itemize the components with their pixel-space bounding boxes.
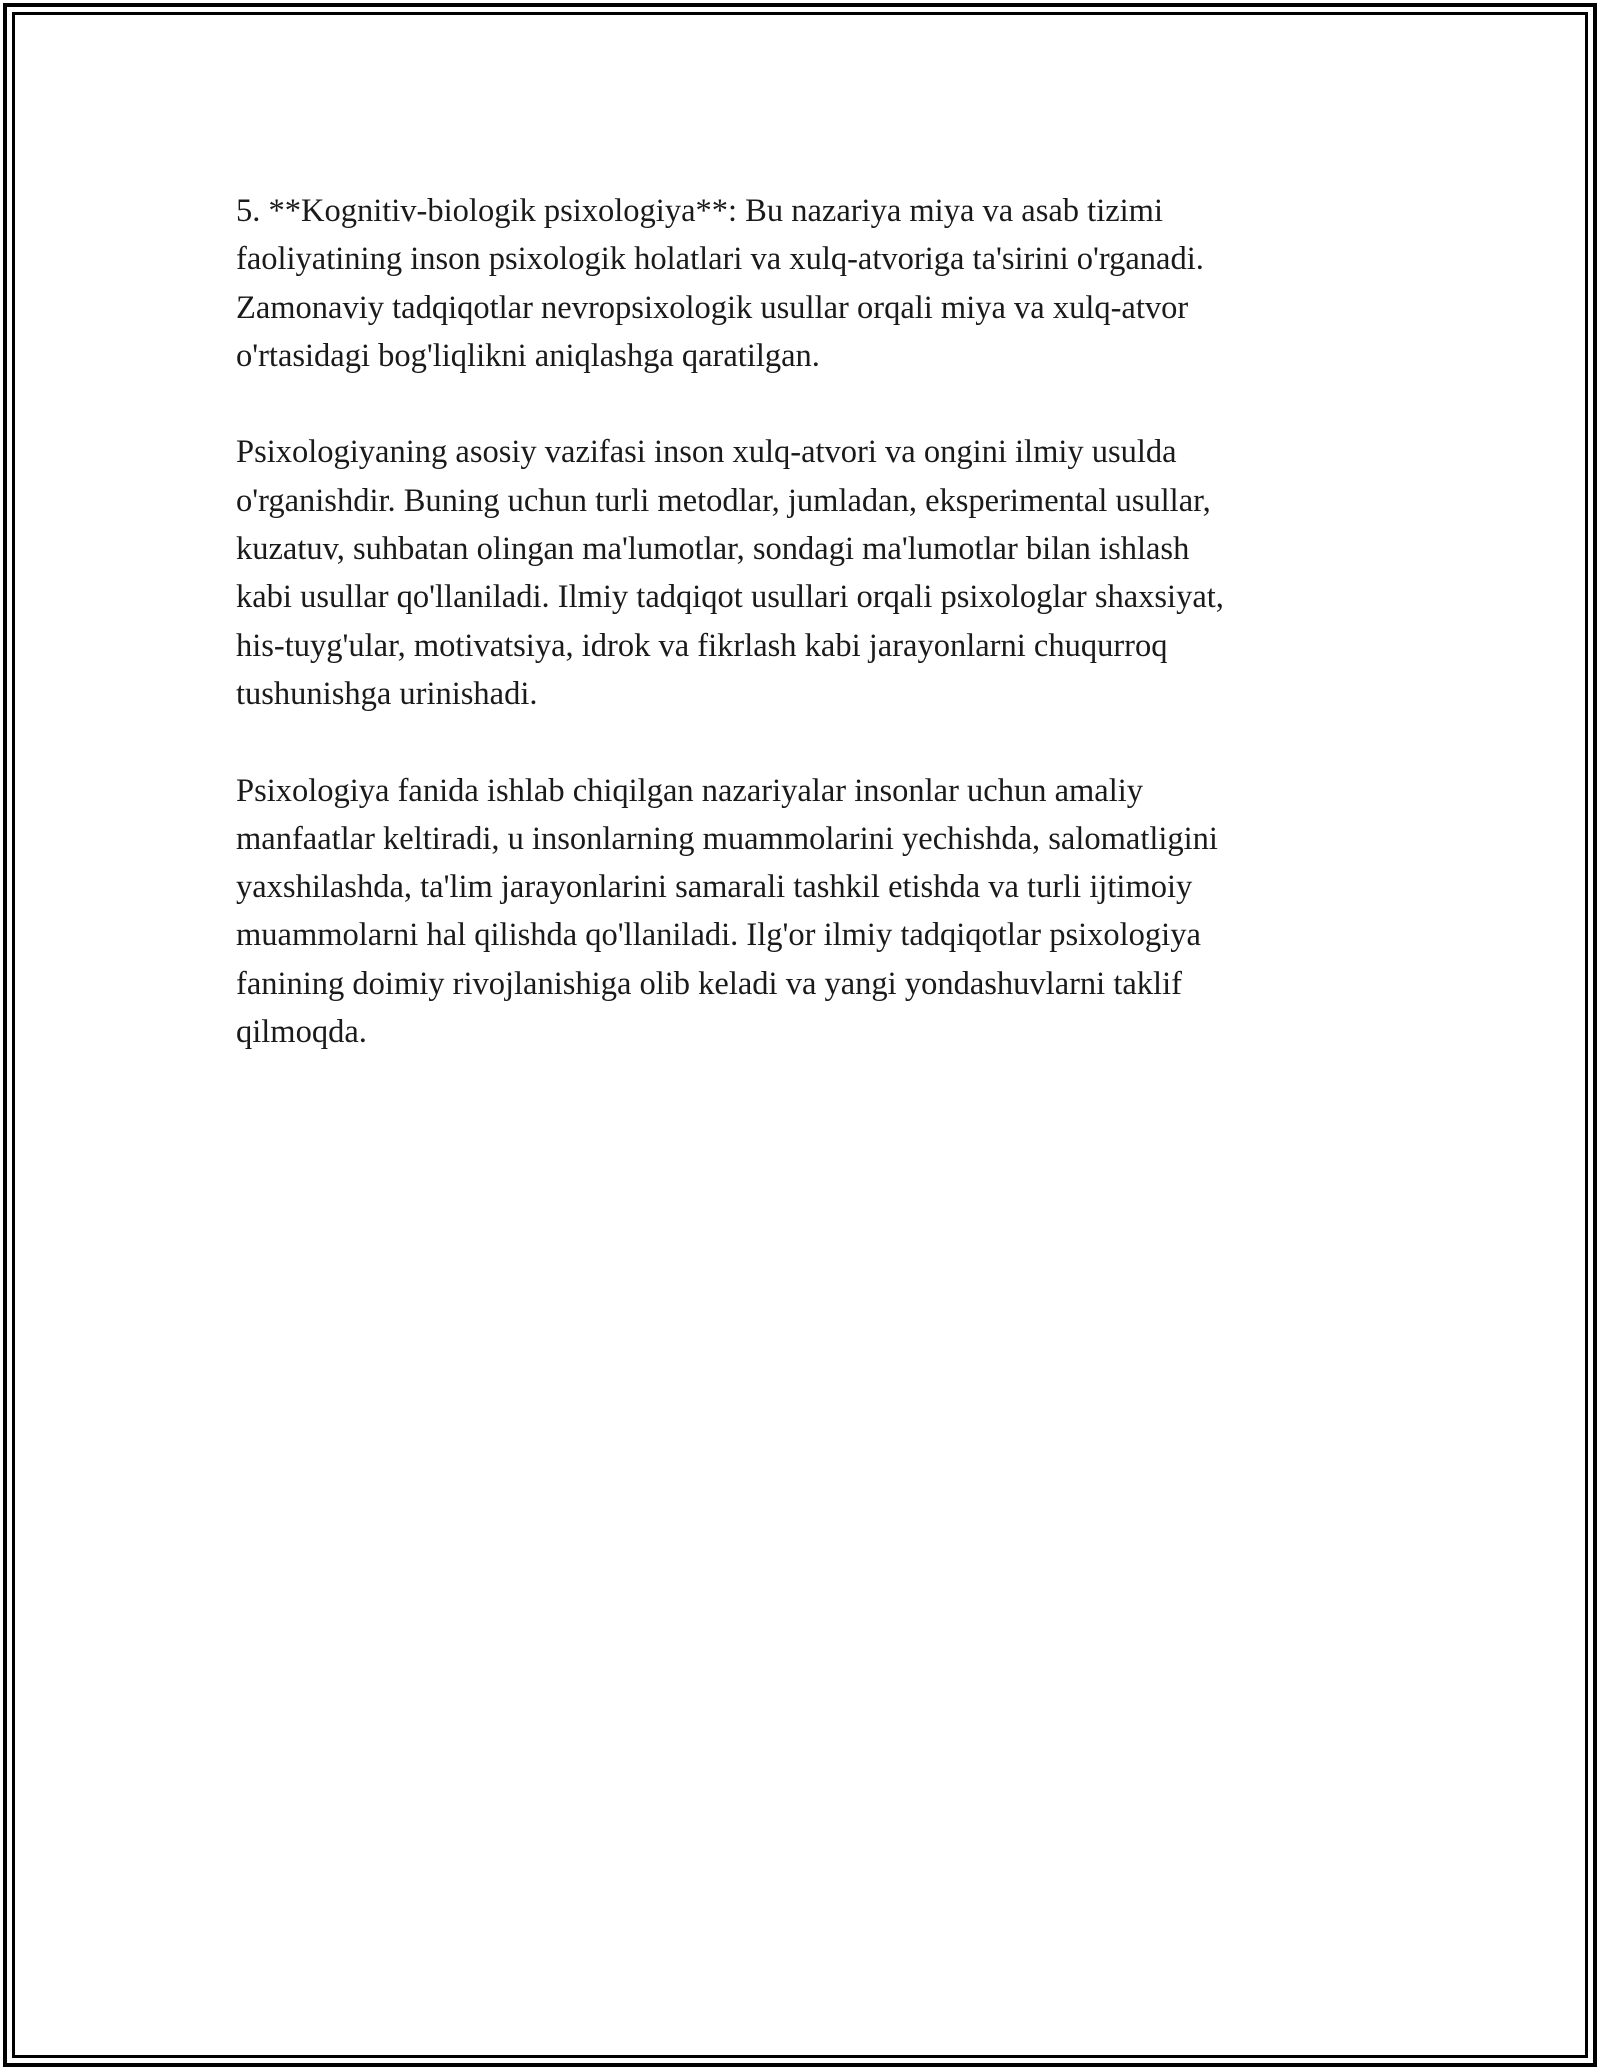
text-line: 5. **Kognitiv-biologik psixologiya**: Bu nazariya miya va asab tizimi — [236, 193, 1163, 229]
paragraph-nazariyalar — [236, 767, 1376, 1057]
text-line: Zamonaviy tadqiqotlar nevropsixologik usullar orqali miya va xulq-atvor — [236, 289, 1189, 326]
text-line: Psixologiya fanida ishlab chiqilgan nazariyalar insonlar uchun amaliy — [236, 772, 1144, 809]
text-line: faoliyatining inson psixologik holatlari va xulq-atvoriga ta'sirini o'rganadi. — [236, 241, 1204, 278]
text-line: fanining doimiy rivojlanishiga olib keladi va yangi yondashuvlarni taklif — [236, 965, 1182, 1002]
text-line: his-tuyg'ular, motivatsiya, idrok va fikrlash kabi jarayonlarni chuqurroq — [236, 627, 1168, 664]
text-line: yaxshilashda, ta'lim jarayonlarini samarali tashkil etishda va turli ijtimoiy — [236, 869, 1193, 906]
text-line: qilmoqda. — [236, 1014, 367, 1051]
text-line: muammolarni hal qilishda qo'llaniladi. Ilg'or ilmiy tadqiqotlar psixologiya — [236, 917, 1201, 954]
text-line: kuzatuv, suhbatan olingan ma'lumotlar, sondagi ma'lumotlar bilan ishlash — [236, 531, 1190, 568]
text-line: o'rganishdir. Buning uchun turli metodlar, jumladan, eksperimental usullar, — [236, 482, 1211, 519]
text-line: tushunishga urinishadi. — [236, 675, 538, 712]
text-line: o'rtasidagi bog'liqlikni aniqlashga qaratilgan. — [236, 337, 820, 374]
paragraph-kognitiv-biologik — [236, 187, 1376, 380]
document-body — [236, 187, 1376, 1105]
text-line: manfaatlar keltiradi, u insonlarning muammolarini yechishda, salomatligini — [236, 820, 1218, 857]
text-line: Psixologiyaning asosiy vazifasi inson xulq-atvori va ongini ilmiy usulda — [236, 434, 1177, 471]
paragraph-asosiy-vazifasi — [236, 428, 1376, 718]
text-line: kabi usullar qo'llaniladi. Ilmiy tadqiqot usullari orqali psixologlar shaxsiyat, — [236, 579, 1224, 616]
